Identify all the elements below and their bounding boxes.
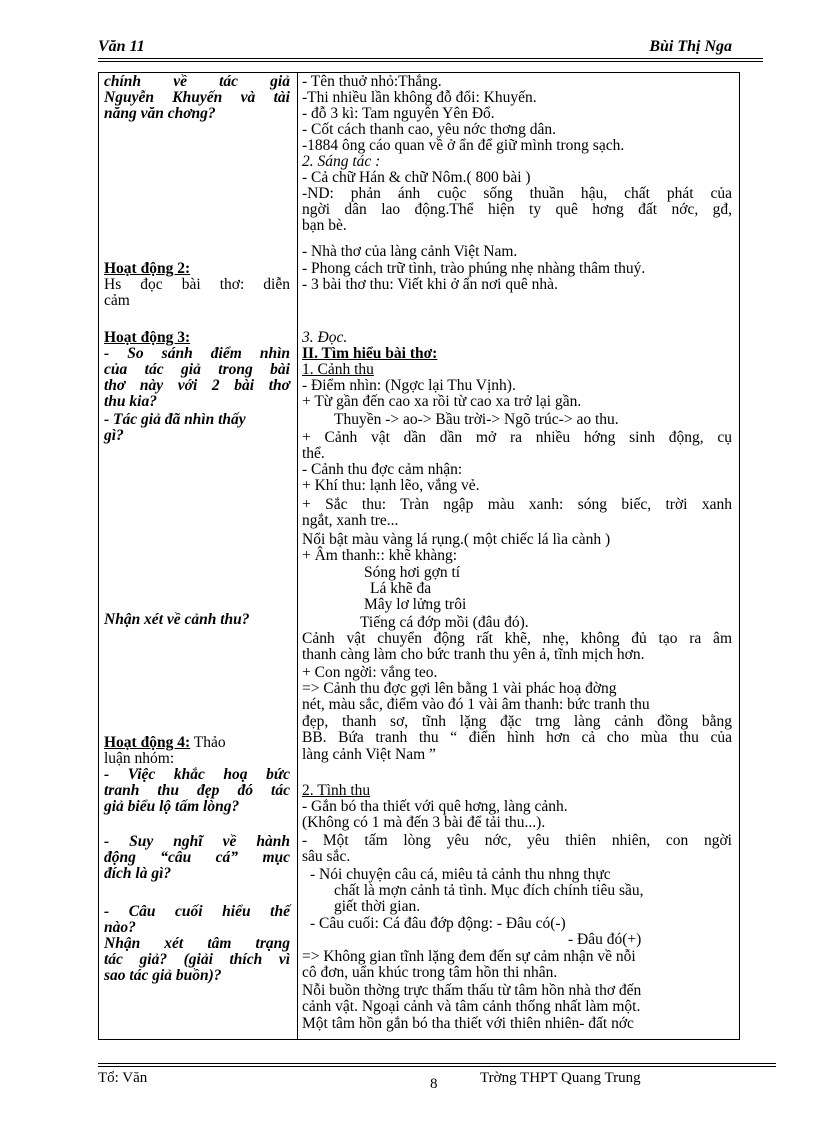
activity-4-l6: động “câu cá” mục [104,849,290,866]
activity-2-l2: cảm [104,292,130,309]
text-line: thanh càng làm cho bức tranh thu yên ả, tĩnh mịch hơn. [302,646,645,663]
activity-2-title: Hoạt động 2: [104,260,191,277]
text-line: thể. [302,445,325,462]
column-divider [297,72,298,1040]
header-rule [98,58,763,59]
text-line: - Tên thuở nhỏ:Thắng. [302,73,442,90]
text-line: sâu sắc. [302,848,351,865]
text-line: - 3 bài thơ thu: Viết khi ở ẩn nơi quê nhà. [302,276,558,293]
text-line: - Một tấm lòng yêu nớc, yêu thiên nhiên, con ngời [302,832,732,849]
activity-4-l8: - Câu cuối hiểu thế [104,903,290,920]
section-heading: 1. Cảnh thu [302,361,374,378]
text-line: - Đâu đó(+) [568,931,642,948]
activity-3-l5: - Tác giả đã nhìn thấy [104,411,246,428]
text-line: - Cảnh thu đợc cảm nhận: [302,461,463,478]
header-right: Bùi Thị Nga [649,38,732,55]
text-line: nét, màu sắc, điểm vào đó 1 vài âm thanh: bức tranh thu [302,696,650,713]
text-line: giết thời gian. [334,898,421,915]
header-rule-thin [98,61,763,62]
text-line: (Không có 1 mà đến 3 bài để tải thu...). [302,814,546,831]
activity-4-title: Hoạt động 4: [104,734,191,751]
activity-4-l3: tranh thu đẹp đó tác [104,782,290,799]
text-line: - Nói chuyện câu cá, miêu tả cảnh thu nhng thực [310,866,611,883]
text-line: - Nhà thơ của làng cảnh Việt Nam. [302,243,518,260]
activity-4-l12: sao tác giả buồn)? [104,967,222,984]
poem-line: Mây lơ lửng trôi [364,596,467,613]
footer-right: Trờng THPT Quang Trung [480,1070,641,1086]
question-author-l2: Nguyễn Khuyến và tài [104,89,290,106]
activity-3-l4: thu kia? [104,393,157,410]
text-line: -Thi nhiều lần không đỗ đổi: Khuyến. [302,89,537,106]
text-line: => Cảnh thu đợc gợi lên bằng 1 vài phác hoạ đờng [302,680,617,697]
text-line: + Con ngời: vắng teo. [302,664,438,681]
activity-4-l10: Nhận xét tâm trạng [104,935,290,952]
poem-line: Sóng hơi gợn tí [364,564,461,581]
header-left: Văn 11 [98,38,145,55]
text-line: + Từ gần đến cao xa rồi từ cao xa trở lại gần. [302,393,582,410]
text-line: + Sắc thu: Tràn ngập màu xanh: sóng biếc, trời xanh [302,496,732,513]
text-line: cảnh vật. Ngoại cảnh và tâm cảnh thống nhất làm một. [302,998,641,1015]
activity-4-l4: giả biểu lộ tấm lòng? [104,798,240,815]
activity-4-l11: tác giả? (giải thích vì [104,951,290,968]
question-author-l1: chính về tác giả [104,73,290,90]
text-line: - Phong cách trữ tình, trào phúng nhẹ nhàng thâm thuý. [302,260,646,277]
text-line: => Không gian tĩnh lặng đem đến sự cảm nhận về nỗi [302,948,636,965]
footer-left: Tổ: Văn [98,1070,148,1086]
activity-3-l2: của tác giả trong bài [104,361,290,378]
section-heading: 2. Sáng tác : [302,153,381,170]
text-line: Thuyền -> ao-> Bầu trời-> Ngõ trúc-> ao thu. [334,411,619,428]
text-line: + Cảnh vật dần dần mở ra nhiều hớng sinh động, cụ [302,429,732,446]
activity-3-l6: gì? [104,427,124,444]
question-autumn-scene: Nhận xét về cảnh thu? [104,611,250,628]
activity-4-l1: luận nhóm: [104,750,175,767]
activity-4-l9: nào? [104,919,136,936]
text-line: làng cảnh Việt Nam ” [302,746,436,763]
activity-4-l2: - Việc khắc hoạ bức [104,766,290,783]
text-line: -1884 ông cáo quan về ở ẩn để giữ mình trong sạch. [302,137,625,154]
poem-line: Tiếng cá đớp mồi (đâu đó). [360,614,529,631]
text-line: - Câu cuối: Cá đâu đớp động: - Đâu có(-) [310,915,566,932]
text-line: - Cốt cách thanh cao, yêu nớc thơng dân. [302,121,556,138]
text-line: - đỗ 3 kì: Tam nguyên Yên Đổ. [302,105,495,122]
text-line: - Điểm nhìn: (Ngợc lại Thu Vịnh). [302,377,516,394]
text-line: ngời dân lao động.Thể hiện ty quê hơng đất nớc, gđ, [302,201,732,218]
poem-line: Lá khẽ đa [370,580,432,597]
text-line: - Gắn bó tha thiết với quê hơng, làng cảnh. [302,798,568,815]
text-line: đẹp, thanh sơ, tĩnh lặng đặc trng làng cảnh đồng bằng [302,713,732,730]
text-line: bạn bè. [302,217,347,234]
activity-2-l1: Hs đọc bài thơ: diễn [104,276,290,293]
section-heading: 2. Tình thu [302,782,371,799]
activity-4-l5: - Suy nghĩ về hành [104,833,290,850]
text-line: BB. Bứa tranh thu “ điển hình hơn cả cho mùa thu của [302,729,732,746]
activity-4-heading [104,735,226,751]
activity-3-l1: - So sánh điểm nhìn [104,345,290,362]
activity-3-l3: thơ này với 2 bài thơ [104,377,290,394]
text-line: Nổi bật màu vàng lá rụng.( một chiếc lá lìa cành ) [302,531,611,548]
activity-3-title: Hoạt động 3: [104,329,191,346]
text-line: Nỗi buồn thờng trực thấm thấu từ tâm hồn nhà thơ đến [302,982,642,999]
text-line: ngắt, xanh tre... [302,512,399,529]
activity-4-title-rest: Thảo [190,734,226,751]
text-line: Cảnh vật chuyển động rất khẽ, nhẹ, không đủ tạo ra âm [302,630,732,647]
text-line: Một tâm hồn gắn bó tha thiết với thiên nhiên- đất nớc [302,1015,634,1032]
text-line: cô đơn, uẩn khúc trong tâm hồn thi nhân. [302,964,558,981]
activity-4-l7: đích là gì? [104,865,172,882]
text-line: -ND: phản ánh cuộc sống thuần hậu, chất phát của [302,185,732,202]
section-heading: 3. Đọc. [302,329,348,346]
text-line: + Âm thanh:: khẽ khàng: [302,547,458,564]
page-number: 8 [430,1076,438,1092]
question-author-l3: năng văn chơng? [104,105,216,122]
footer-rule [98,1066,776,1067]
text-line: - Cả chữ Hán & chữ Nôm.( 800 bài ) [302,169,531,186]
text-line: + Khí thu: lạnh lẽo, vắng vẻ. [302,477,480,494]
footer-rule-thin [98,1063,776,1064]
section-heading: II. Tìm hiểu bài thơ: [302,345,438,362]
text-line: chất là mợn cảnh tả tình. Mục đích chính tiêu sầu, [334,882,644,899]
